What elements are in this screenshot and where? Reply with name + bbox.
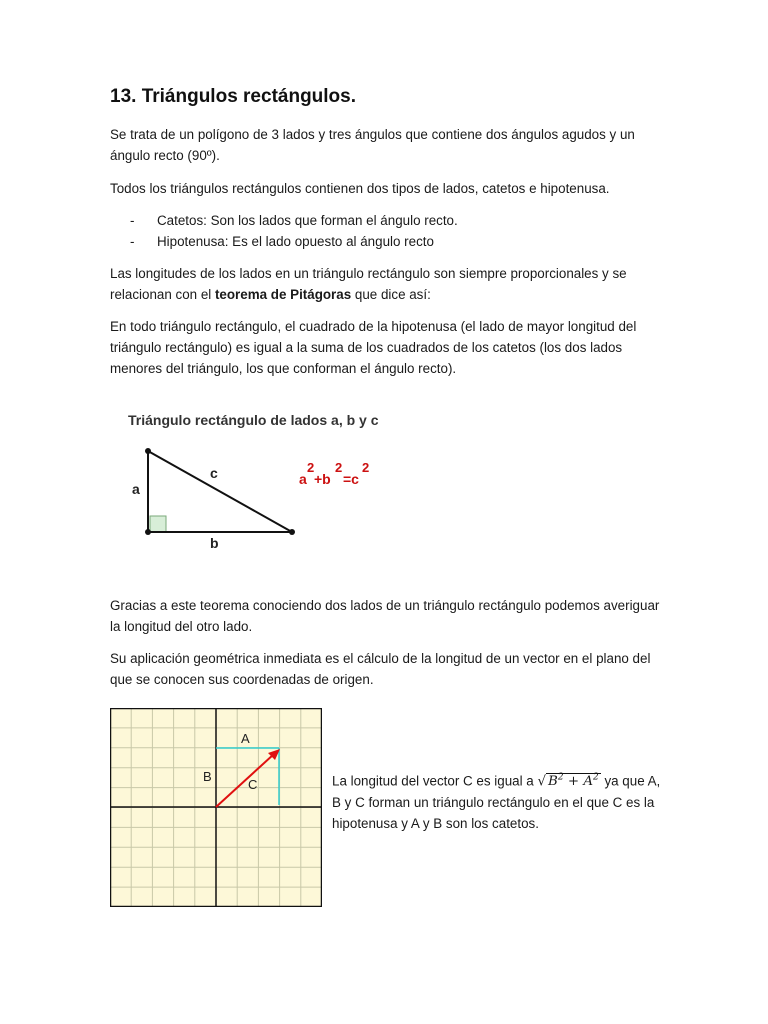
vertex-dot — [145, 529, 151, 535]
sqrt-expression — [537, 773, 600, 789]
list-item-text: Catetos: Son los lados que forman el ángulo recto. — [157, 213, 458, 228]
formula-exp: 2 — [362, 460, 370, 475]
vector-grid-figure — [110, 708, 322, 907]
vertex-dot — [145, 448, 151, 454]
formula-exp: 2 — [335, 460, 343, 475]
side-types-list — [130, 210, 458, 252]
paragraph-side-types: Todos los triángulos rectángulos contienen dos tipos de lados, catetos e hipotenusa. — [110, 181, 610, 196]
paragraph-theorem: En todo triángulo rectángulo, el cuadrado de la hipotenusa (el lado de mayor longitud del triángulo rectángulo) es igual a la suma de los cuadrados de los catetos (los dos lados menores del triángulo, los que conforman el ángulo recto). — [110, 319, 637, 376]
label-b: b — [210, 535, 219, 551]
list-dash: - — [130, 234, 135, 249]
vector-explanation — [332, 768, 672, 834]
list-item — [130, 210, 458, 231]
label-B: B — [203, 769, 212, 784]
paragraph-text: que dice así: — [351, 287, 431, 302]
list-item-text: Hipotenusa: Es el lado opuesto al ángulo recto — [157, 234, 434, 249]
label-a: a — [132, 481, 140, 497]
pythagoras-term: teorema de Pitágoras — [214, 287, 352, 302]
formula-exp: 2 — [307, 460, 315, 475]
label-A: A — [241, 731, 250, 746]
list-item — [130, 231, 458, 252]
pythagoras-formula — [299, 460, 369, 487]
triangle-figure — [110, 392, 400, 580]
list-dash: - — [130, 213, 135, 228]
sqrt-sign: √ — [537, 774, 546, 790]
side-c-line — [148, 451, 292, 532]
radicand-a: A — [583, 774, 593, 790]
vector-text-after: ya que A, B y C forman un triángulo rectángulo en el que C es la hipotenusa y A y B son los catetos. — [332, 773, 661, 832]
paragraph-text: Las longitudes de los lados en un triángulo rectángulo son siempre proporcionales y se relacionan con el — [110, 266, 627, 302]
paragraph-proportional — [110, 263, 670, 305]
paragraph-theorem-use: Gracias a este teorema conociendo dos lados de un triángulo rectángulo podemos averiguar la longitud del otro lado. — [110, 598, 660, 634]
section-heading: 13. Triángulos rectángulos. — [110, 86, 357, 107]
figure1-title: Triángulo rectángulo de lados a, b y c — [128, 412, 379, 428]
paragraph-vector-application: Su aplicación geométrica inmediata es el cálculo de la longitud de un vector en el plano del que se conocen sus coordenadas de origen. — [110, 651, 651, 687]
exponent: 2 — [557, 773, 564, 783]
paragraph-definition: Se trata de un polígono de 3 lados y tres ángulos que contiene dos ángulos agudos y un ángulo recto (90º). — [110, 127, 635, 163]
radicand — [546, 773, 601, 789]
exponent: 2 — [592, 773, 599, 783]
label-c: c — [210, 465, 218, 481]
vector-text-before: La longitud del vector C es igual a — [332, 773, 538, 789]
radicand-b: B — [548, 774, 558, 790]
formula-eq-c: =c — [343, 471, 359, 487]
formula-plus-b: +b — [314, 471, 331, 487]
label-C: C — [248, 777, 258, 792]
radicand-plus: + — [563, 774, 584, 790]
formula-a: a — [299, 471, 307, 487]
vertex-dot — [289, 529, 295, 535]
right-angle-marker — [150, 516, 166, 532]
